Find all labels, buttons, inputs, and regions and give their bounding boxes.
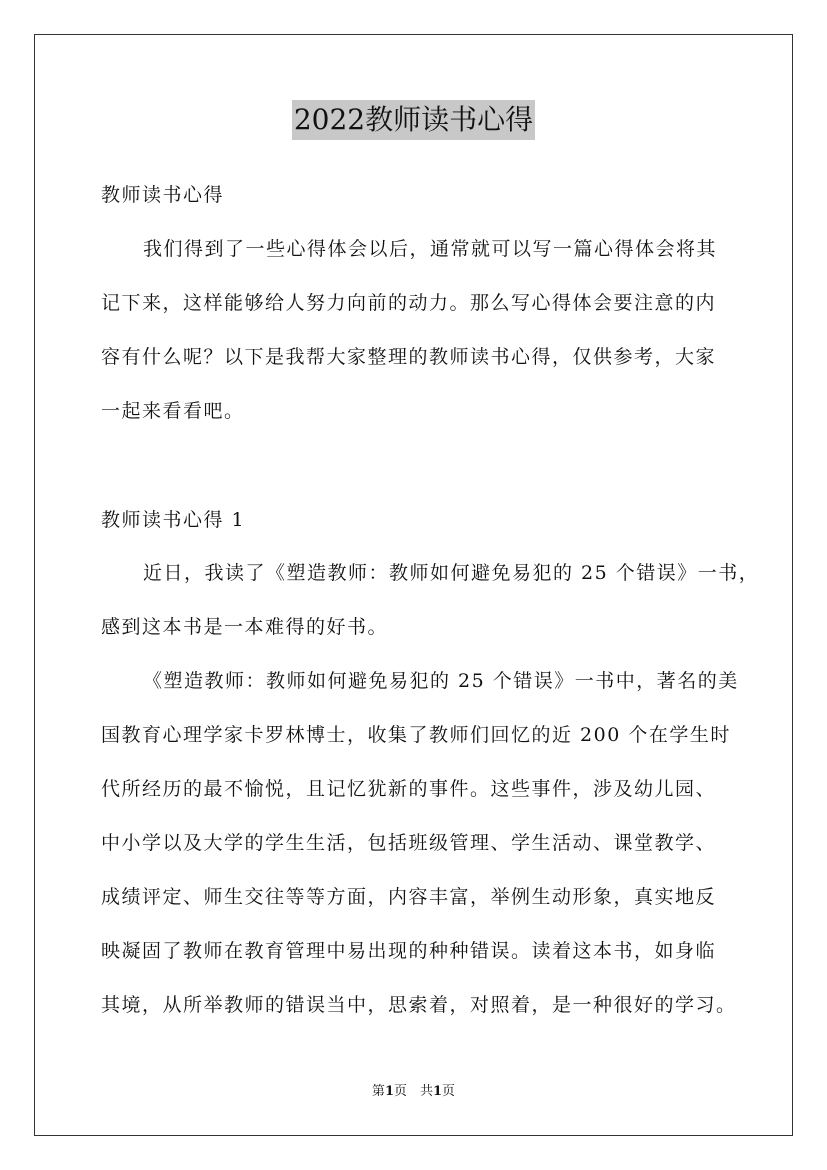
footer-page-mid: 页 共: [393, 1084, 433, 1099]
paragraph-line: 映凝固了教师在教育管理中易出现的种种错误。读着这本书，如身临: [101, 940, 717, 962]
footer-page-suffix: 页: [442, 1084, 456, 1099]
paragraph-line: 《塑造教师：教师如何避免易犯的 25 个错误》一书中，著名的美: [143, 670, 739, 692]
paragraph-line: 容有什么呢？以下是我帮大家整理的教师读书心得，仅供参考，大家: [101, 346, 717, 368]
paragraph-line: 感到这本书是一本难得的好书。: [101, 616, 389, 638]
footer-page-prefix: 第: [371, 1084, 385, 1099]
footer-page-number: 1: [384, 1084, 394, 1099]
page-footer: [0, 1083, 827, 1101]
paragraph-line: 一起来看看吧。: [101, 400, 245, 422]
paragraph-line: 近日，我读了《塑造教师：教师如何避免易犯的 25 个错误》一书，: [143, 562, 760, 584]
paragraph-line: 中小学以及大学的学生生活，包括班级管理、学生活动、课堂教学、: [101, 832, 717, 854]
section-heading: 教师读书心得 1: [101, 509, 246, 531]
paragraph-line: 我们得到了一些心得体会以后，通常就可以写一篇心得体会将其: [143, 238, 718, 260]
footer-total-pages: 1: [433, 1084, 443, 1099]
section-heading: 教师读书心得: [101, 184, 225, 206]
paragraph-line: 代所经历的最不愉悦，且记忆犹新的事件。这些事件，涉及幼儿园、: [101, 778, 717, 800]
paragraph-line: 记下来，这样能够给人努力向前的动力。那么写心得体会要注意的内: [101, 292, 717, 314]
paragraph-line: 国教育心理学家卡罗林博士，收集了教师们回忆的近 200 个在学生时: [101, 724, 731, 746]
title-wrap: [0, 100, 827, 140]
document-title: 2022教师读书心得: [292, 100, 535, 140]
paragraph-line: 成绩评定、师生交往等等方面，内容丰富，举例生动形象，真实地反: [101, 886, 717, 908]
paragraph-line: 其境，从所举教师的错误当中，思索着，对照着，是一种很好的学习。: [101, 994, 737, 1016]
